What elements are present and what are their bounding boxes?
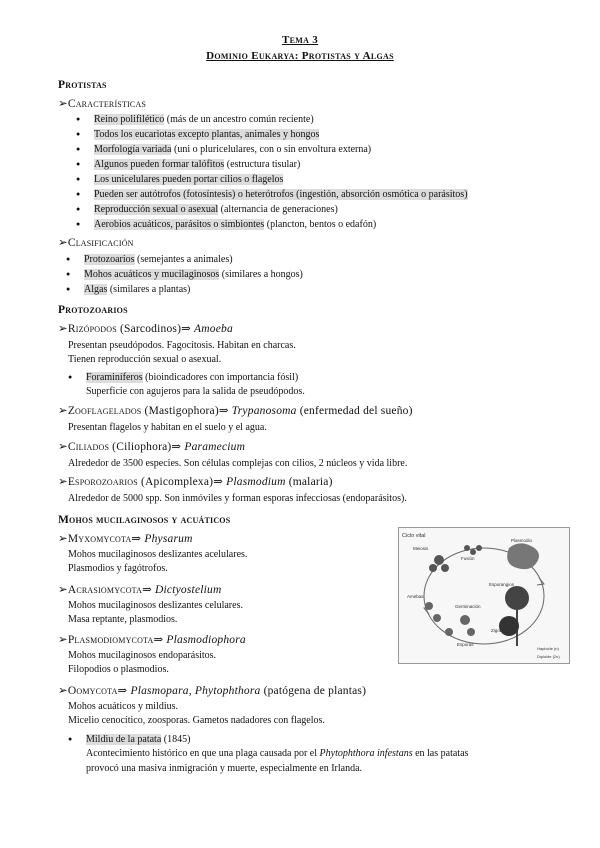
figure-label: Esporas <box>457 642 474 647</box>
text-line: Plasmodios y fagótrofos. <box>68 563 168 574</box>
text-line: Alrededor de 5000 spp. Son inmóviles y forman esporas infecciosas (endoparásitos). <box>68 493 407 504</box>
legend-diploid: Diploide (2n) <box>537 654 560 659</box>
figure-label: Germinación <box>455 604 481 609</box>
plasmodium <box>507 543 539 569</box>
list-item: ● Morfología variada (uni o pluricelulares, con o sin envoltura externa) <box>94 143 371 156</box>
text-line: Tienen reproducción sexual o asexual. <box>68 354 222 365</box>
section-protozoarios: Protozoarios <box>58 304 128 316</box>
list-item: ● Mohos acuáticos y mucilaginosos (similares a hongos) <box>84 268 303 281</box>
heading-plasmodiomycota: ➢Plasmodiomycota⇒ Plasmodiophora <box>58 634 246 646</box>
text-line: Mohos mucilaginosos endoparásitos. <box>68 650 217 661</box>
text-line: provocó una masiva inmigración y muerte, especialmente en Irlanda. <box>86 763 363 774</box>
life-cycle-figure <box>398 527 570 664</box>
heading-ciliados: ➢Ciliados (Ciliophora)⇒ Paramecium <box>58 441 246 453</box>
text-line: Alrededor de 3500 especies. Son células complejas con cilios, 2 núcleos y vida libre. <box>68 458 408 469</box>
section-protistas: Protistas <box>58 79 107 91</box>
figure-label: Meiosis <box>413 546 429 551</box>
cycle-arrow <box>537 578 544 585</box>
list-item: ● Aerobios acuáticos, parásitos o simbiontes (plancton, bentos o edafón) <box>94 218 376 231</box>
list-item: ● Algunos pueden formar talófitos (estructura tisular) <box>94 158 300 171</box>
text-line: Mohos acuáticos y mildius. <box>68 701 178 712</box>
doc-title: Tema 3 <box>281 34 319 46</box>
section-mohos: Mohos mucilaginosos y acuáticos <box>58 514 231 526</box>
list-item: ● Reino polifilético (más de un ancestro común reciente) <box>94 113 314 126</box>
legend-haploid: Haploide (n) <box>537 646 559 651</box>
heading-clasificacion: ➢Clasificación <box>58 237 134 249</box>
list-item: ● Algas (similares a plantas) <box>84 283 190 296</box>
text-line: Mohos mucilaginosos deslizantes acelulares. <box>68 549 248 560</box>
figure-label: Fusión <box>461 556 475 561</box>
text-line: Micelio cenocítico, zoosporas. Gametos nadadores con flagelos. <box>68 715 325 726</box>
list-item: ● Protozoarios (semejantes a animales) <box>84 253 233 266</box>
figure-label: Plasmodio <box>511 538 533 543</box>
life-cycle-diagram <box>399 528 569 663</box>
heading-esporozoarios: ➢Esporozoarios (Apicomplexa)⇒ Plasmodium (malaria) <box>58 476 333 488</box>
text-line: Superficie con agujeros para la salida de pseudópodos. <box>86 386 305 397</box>
zygote <box>499 616 519 636</box>
list-item: ● Los unicelulares pueden portar cilios o flagelos <box>94 173 283 186</box>
text-line: Presentan pseudópodos. Fagocitosis. Habitan en charcas. <box>68 340 296 351</box>
heading-caracteristicas: ➢Características <box>58 98 147 110</box>
heading-zooflagelados: ➢Zooflagelados (Mastigophora)⇒ Trypanosoma (enfermedad del sueño) <box>58 405 413 417</box>
heading-oomycota: ➢Oomycota⇒ Plasmopara, Phytophthora (patógena de plantas) <box>58 685 367 697</box>
figure-label: Esporangios <box>489 582 515 587</box>
heading-myxomycota: ➢Myxomycota⇒ Physarum <box>58 533 193 545</box>
text-line: Acontecimiento histórico en que una plaga causada por el Phytophthora infestans en las patatas <box>86 748 469 759</box>
figure-corner-label: Ciclo vital <box>402 533 426 539</box>
list-item: ● Mildiu de la patata (1845) <box>86 733 190 746</box>
figure-label: Zigoto <box>491 628 504 633</box>
sporangium <box>505 586 529 610</box>
list-item: ● Pueden ser autótrofos (fotosíntesis) o heterótrofos (ingestión, absorción osmótica o parásitos) <box>94 188 468 201</box>
heading-acrasiomycota: ➢Acrasiomycota⇒ Dictyostelium <box>58 584 222 596</box>
list-item: ● Foraminíferos (bioindicadores con importancia fósil) <box>86 371 298 384</box>
list-item: ● Reproducción sexual o asexual (alternancia de generaciones) <box>94 203 338 216</box>
text-line: Filopodios o plasmodios. <box>68 664 169 675</box>
list-item: ● Todos los eucariotas excepto plantas, animales y hongos <box>94 128 319 141</box>
text-line: Mohos mucilaginosos deslizantes celulares. <box>68 600 243 611</box>
text-line: Presentan flagelos y habitan en el suelo y el agua. <box>68 422 267 433</box>
heading-rizopodos: ➢Rizópodos (Sarcodinos)⇒ Amoeba <box>58 323 233 335</box>
doc-subtitle: Dominio Eukarya: Protistas y Algas <box>206 50 394 62</box>
text-line: Masa reptante, plasmodios. <box>68 614 178 625</box>
figure-label: Amebas <box>407 594 424 599</box>
